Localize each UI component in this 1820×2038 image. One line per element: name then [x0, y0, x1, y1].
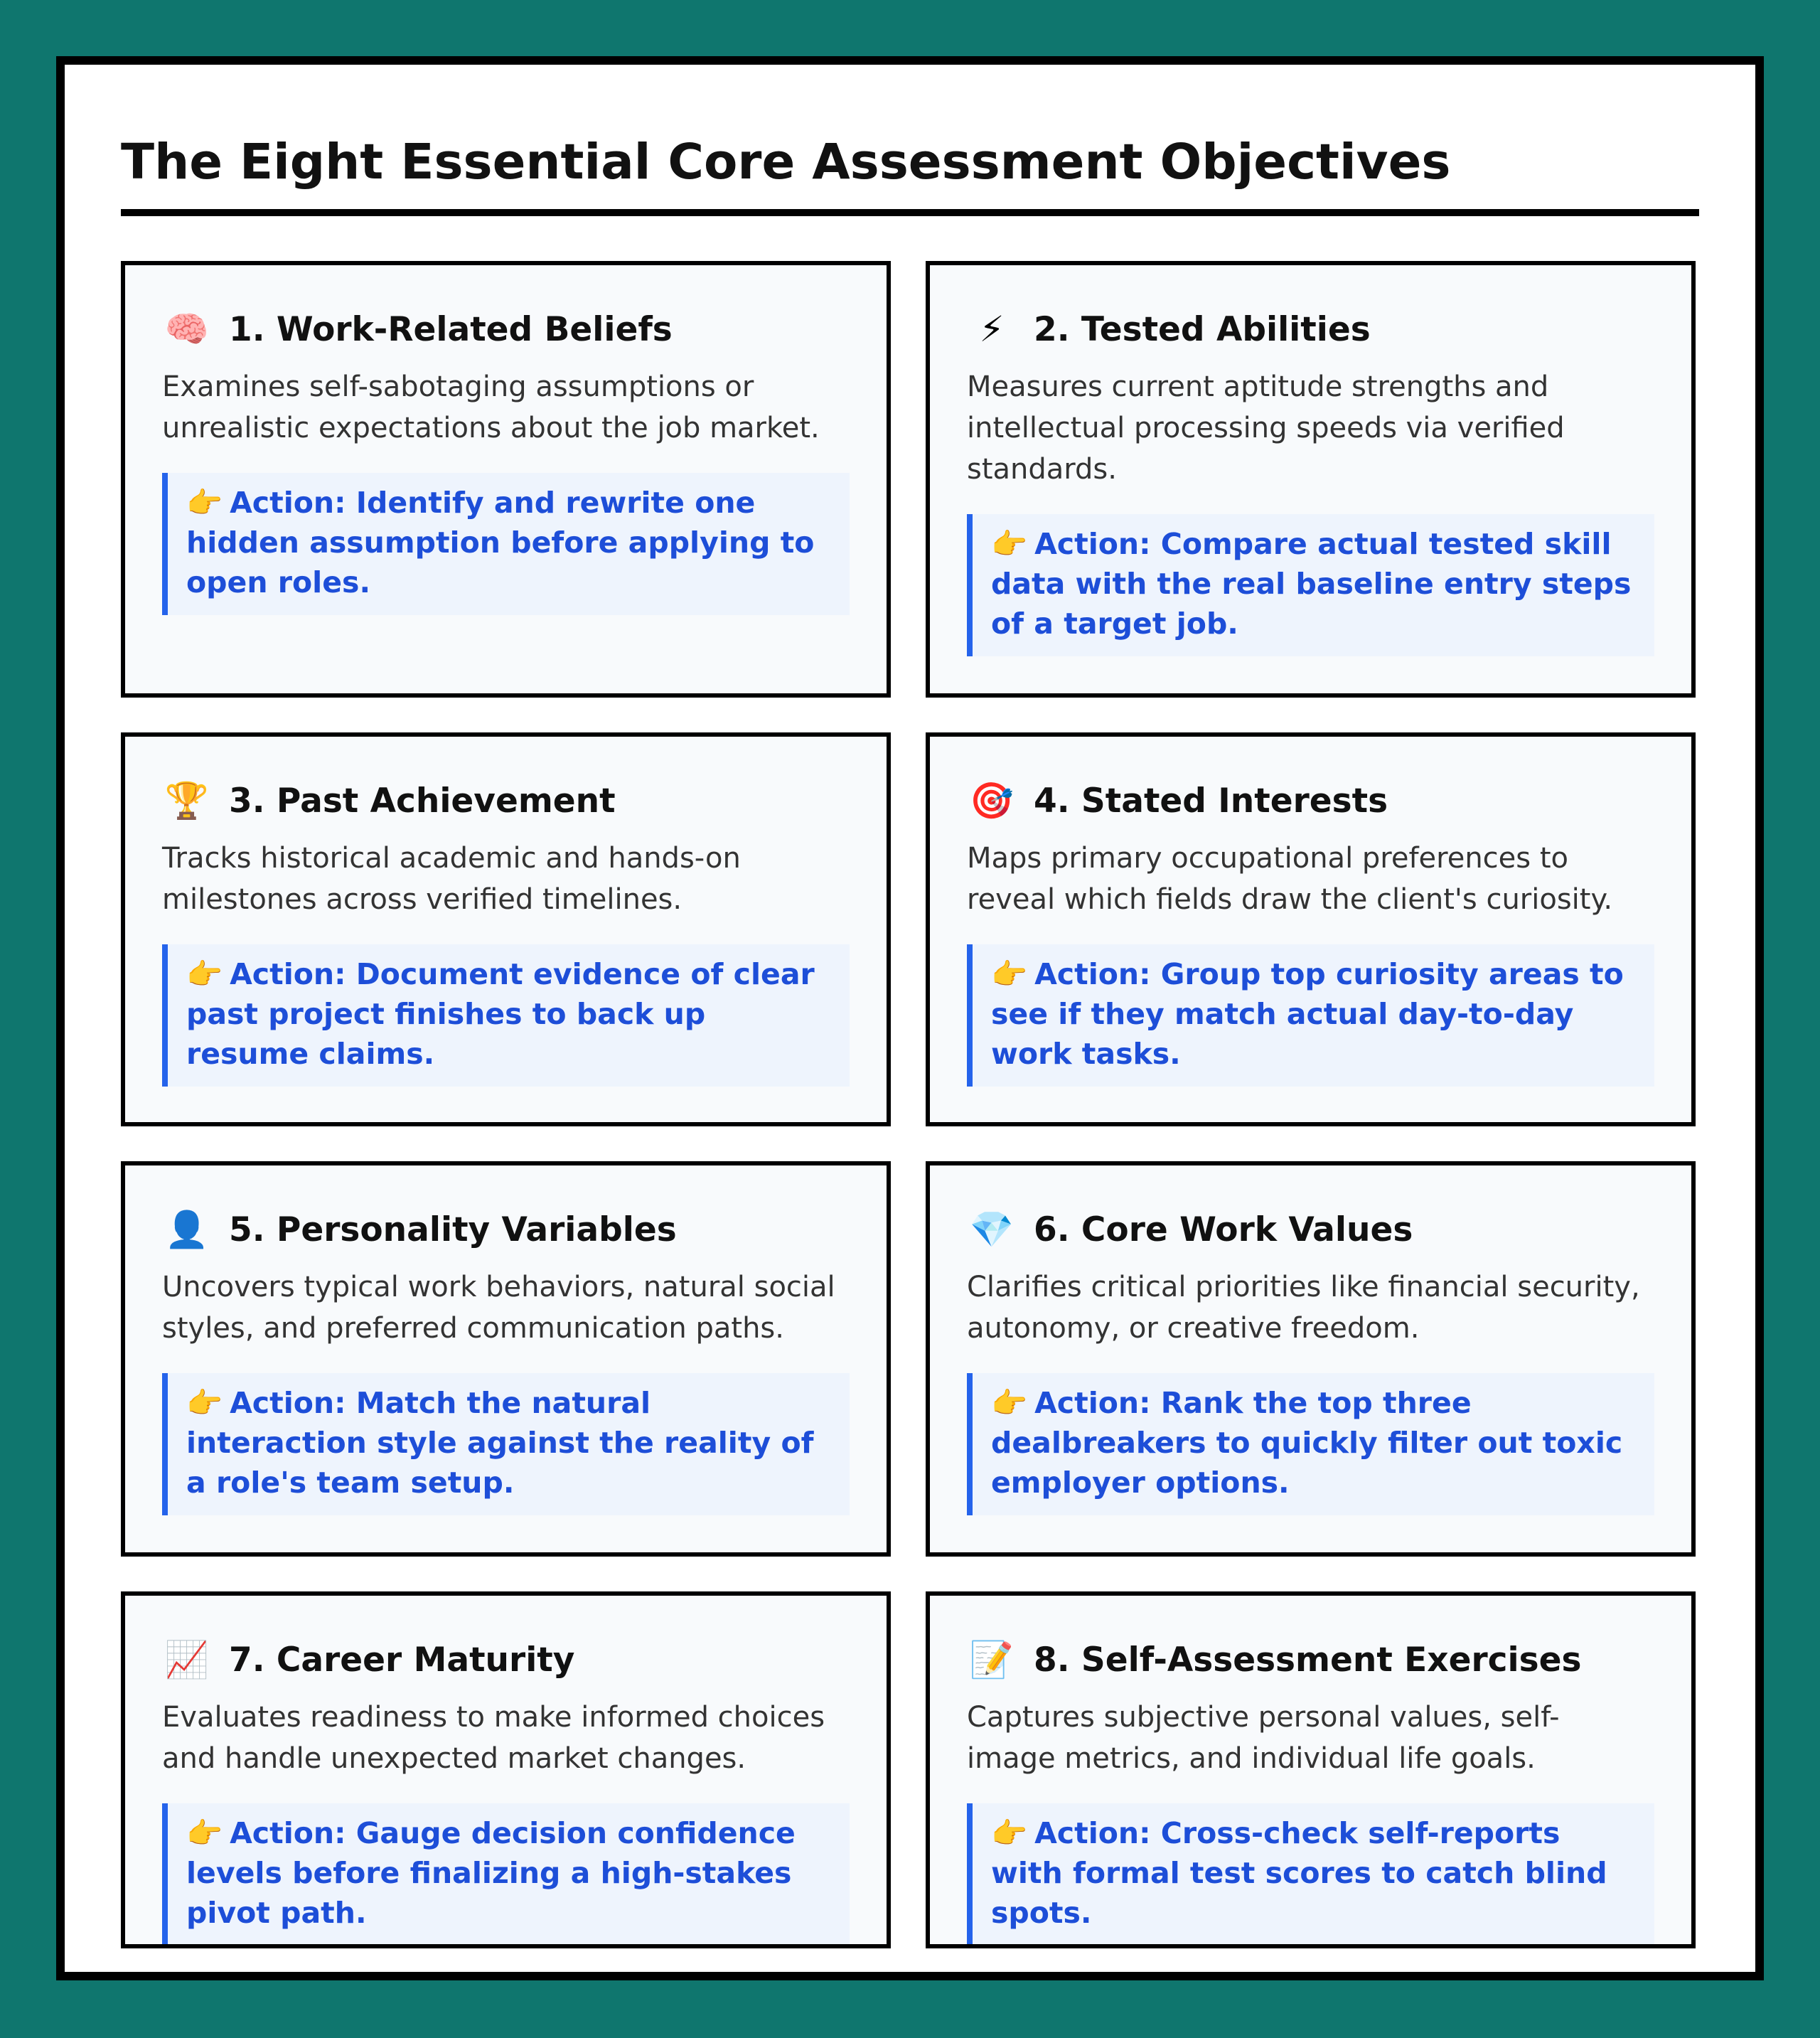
brain-icon: 🧠: [164, 309, 210, 350]
card-description: Captures subjective personal values, self-image metrics, and individual life goals.: [967, 1701, 1560, 1775]
action-callout: [162, 1803, 850, 1946]
card-title: 5. Personality Variables: [229, 1210, 677, 1249]
card-description: Tracks historical academic and hands-on milestones across verified timelines.: [162, 842, 741, 916]
objectives-grid: [121, 261, 1699, 1948]
card-description: Evaluates readiness to make informed choices and handle unexpected market changes.: [162, 1701, 825, 1775]
objective-card-2: [926, 261, 1696, 698]
card-header: [967, 1631, 1654, 1688]
objective-card-8: [926, 1591, 1696, 1948]
gem-icon: 💎: [969, 1209, 1015, 1250]
card-title: 4. Stated Interests: [1034, 781, 1388, 821]
action-callout: [967, 1373, 1654, 1515]
pointing-hand-icon: 👉: [991, 1816, 1028, 1850]
card-description: Clarifies critical priorities like financial security, autonomy, or creative freedom.: [967, 1271, 1640, 1345]
action-text: Action: Compare actual tested skill data with the real baseline entry steps of a target job.: [991, 527, 1632, 641]
memo-icon: 📝: [969, 1639, 1015, 1680]
card-header: [967, 301, 1654, 358]
objective-card-7: [121, 1591, 891, 1948]
lightning-icon: ⚡: [979, 309, 1005, 350]
pointing-hand-icon: 👉: [186, 1386, 223, 1420]
action-callout: [162, 473, 850, 615]
card-header: [162, 301, 850, 358]
pointing-hand-icon: 👉: [991, 1386, 1028, 1420]
card-title: 2. Tested Abilities: [1034, 309, 1371, 349]
infographic-frame: [56, 56, 1764, 1980]
card-description: Uncovers typical work behaviors, natural social styles, and preferred communication paths.: [162, 1271, 835, 1345]
pointing-hand-icon: 👉: [186, 1816, 223, 1850]
action-text: Action: Identify and rewrite one hidden assumption before applying to open roles.: [186, 486, 815, 599]
action-text: Action: Gauge decision confidence levels before finalizing a high-stakes pivot path.: [186, 1816, 796, 1930]
page-title: The Eight Essential Core Assessment Objectives: [121, 134, 1451, 191]
card-title: 6. Core Work Values: [1034, 1210, 1413, 1249]
title-divider: [121, 209, 1699, 216]
pointing-hand-icon: 👉: [991, 957, 1028, 991]
action-callout: [967, 514, 1654, 656]
card-header: [162, 1201, 850, 1258]
card-description: Measures current aptitude strengths and intellectual processing speeds via verified standards.: [967, 370, 1565, 486]
card-title: 3. Past Achievement: [229, 781, 616, 821]
action-text: Action: Rank the top three dealbreakers to quickly filter out toxic employer options.: [991, 1386, 1623, 1500]
card-title: 7. Career Maturity: [229, 1640, 575, 1680]
card-header: [967, 1201, 1654, 1258]
objective-card-3: [121, 732, 891, 1126]
card-header: [162, 1631, 850, 1688]
action-callout: [967, 1803, 1654, 1946]
target-icon: 🎯: [969, 780, 1015, 821]
chart-increasing-icon: 📈: [164, 1639, 210, 1680]
action-callout: [162, 1373, 850, 1515]
card-title: 1. Work-Related Beliefs: [229, 309, 673, 349]
action-text: Action: Match the natural interaction style against the reality of a role's team setup.: [186, 1386, 814, 1500]
action-callout: [967, 944, 1654, 1087]
trophy-icon: 🏆: [164, 780, 210, 821]
pointing-hand-icon: 👉: [186, 486, 223, 520]
pointing-hand-icon: 👉: [991, 527, 1028, 561]
person-icon: 👤: [164, 1209, 210, 1250]
objective-card-5: [121, 1161, 891, 1557]
action-text: Action: Cross-check self-reports with formal test scores to catch blind spots.: [991, 1816, 1607, 1930]
pointing-hand-icon: 👉: [186, 957, 223, 991]
card-description: Maps primary occupational preferences to reveal which fields draw the client's curiosity.: [967, 842, 1613, 916]
objective-card-1: [121, 261, 891, 698]
card-header: [967, 772, 1654, 829]
action-text: Action: Group top curiosity areas to see if they match actual day-to-day work tasks.: [991, 957, 1624, 1071]
objective-card-4: [926, 732, 1696, 1126]
action-callout: [162, 944, 850, 1087]
card-description: Examines self-sabotaging assumptions or unrealistic expectations about the job market.: [162, 370, 820, 444]
card-header: [162, 772, 850, 829]
card-title: 8. Self-Assessment Exercises: [1034, 1640, 1582, 1680]
action-text: Action: Document evidence of clear past project finishes to back up resume claims.: [186, 957, 815, 1071]
objective-card-6: [926, 1161, 1696, 1557]
